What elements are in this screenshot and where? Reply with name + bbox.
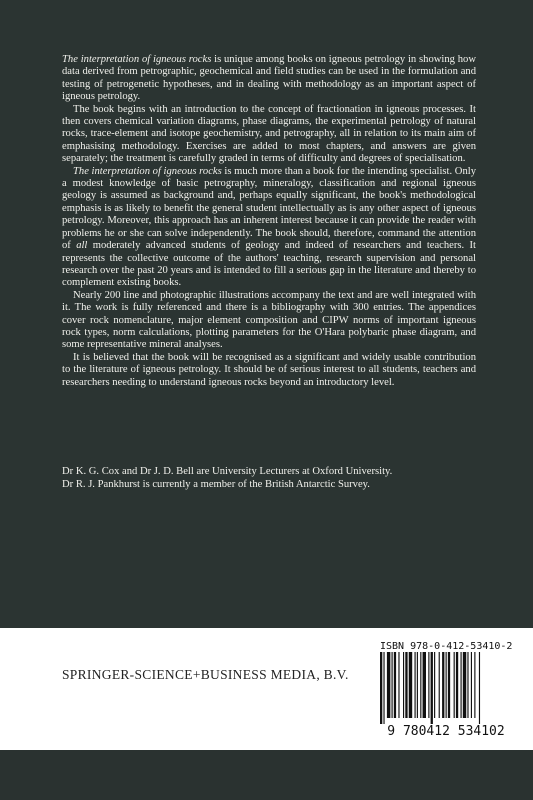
blurb-text (62, 54, 476, 389)
blurb-paragraph-4: Nearly 200 line and photographic illustrations accompany the text and are well integrated with it. The work is fully referenced and there is a bibliography with 300 entries. The appendices cover rock nomenclature, major element composition and CIPW norms of important igneous rock types, norm calculations, plotting parameters for the O'Hara polybaric phase diagram, and some representative mineral analyses. (62, 289, 476, 351)
blurb-paragraph-3: The interpretation of igneous rocks is much more than a book for the intending specialist. Only a modest knowledge of basic petrography, mineralogy, classification and regional igneous geology is assumed as background and, perhaps equally significant, the book's methodological emphasis is as likely to benefit the general student intellectually as is any other aspect of igneous petrology. Moreover, this approach has an inherent interest because it can provide the reader with problems he or she can solve independently. The book should, therefore, command the attention of all moderately advanced students of geology and indeed of researchers and teachers. It represents the collective outcome of the authors' teaching, research supervision and personal research over the past 20 years and is intended to fill a serious gap in the literature and thereby to complement existing books. (62, 165, 476, 289)
book-title: The interpretation of igneous rocks (62, 54, 212, 65)
book-title: The interpretation of igneous rocks (73, 165, 222, 177)
barcode-digits: 9 780412 534102 (387, 724, 505, 739)
author-notes (62, 466, 482, 491)
publisher-name: SPRINGER-SCIENCE+BUSINESS MEDIA, B.V. (62, 667, 349, 682)
isbn-label: ISBN 978-0-412-53410-2 (380, 641, 513, 652)
blurb-paragraph-5: It is believed that the book will be recognised as a significant and widely usable contribution to the literature of igneous petrology. It should be of serious interest to all students, teachers and researchers needing to understand igneous rocks beyond an introductory level. (62, 351, 476, 388)
blurb-paragraph-2: The book begins with an introduction to the concept of fractionation in igneous processes. It then covers chemical variation diagrams, phase diagrams, the experimental petrology of natural rocks, trace-element and isotope geochemistry, and petrography, all in relation to its main aim of emphasising methodology. Exercises are added to most chapters, and answers are given separately; the treatment is carefully graded in terms of difficulty and degrees of specialisation. (62, 103, 476, 165)
bottom-band (0, 750, 533, 800)
barcode-image (376, 652, 516, 724)
author-note-2: Dr R. J. Pankhurst is currently a member of the British Antarctic Survey. (62, 478, 370, 490)
blurb-paragraph-1: The interpretation of igneous rocks is unique among books on igneous petrology in showing how data derived from petrographic, geochemical and field studies can be used in the formulation and testing of petrogenetic hypotheses, and in dealing with methodology as an important aspect of igneous petrology. (62, 54, 476, 103)
author-note-1: Dr K. G. Cox and Dr J. D. Bell are University Lecturers at Oxford University. (62, 466, 393, 477)
